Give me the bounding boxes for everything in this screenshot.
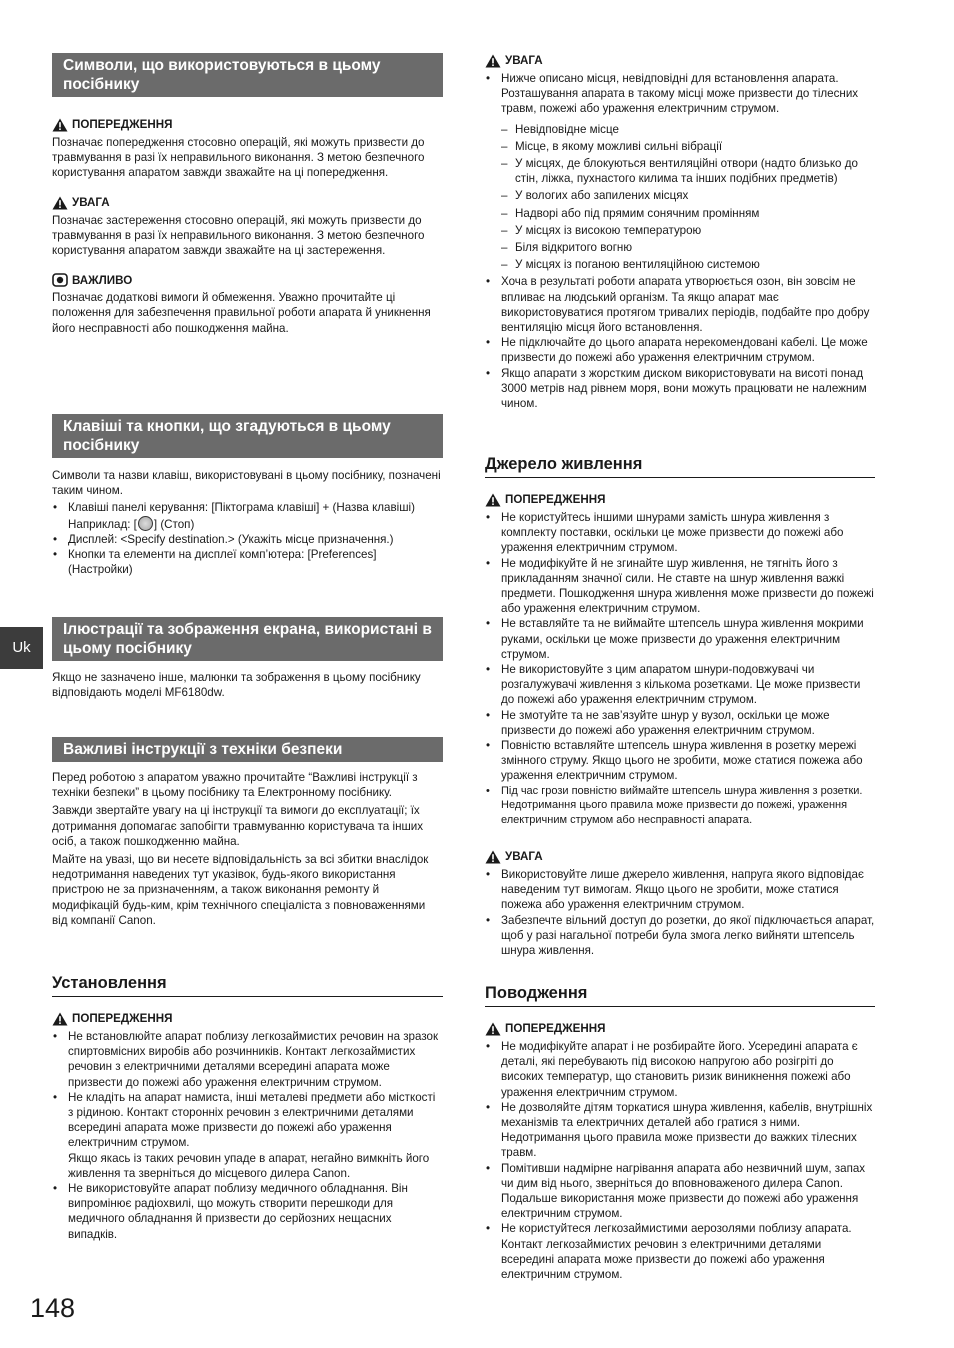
keys-list	[52, 500, 443, 577]
warning-triangle-icon	[485, 850, 501, 864]
list-item: • Не вставляйте та не виймайте штепсель шнура живлення мокрими руками, оскільки це може призвести до ураження електричним струмом.	[485, 616, 875, 662]
warning-signal	[52, 117, 443, 133]
power-warning-list	[485, 510, 875, 827]
list-item: • Під час грози повністю виймайте штепсель шнура живлення з розетки. Недотримання цього правила може призвести до пожежі, ураження електричним струмом або несправності апарата.	[485, 784, 875, 828]
list-item: • Використовуйте лише джерело живлення, напруга якого відповідає наведеним тут вимогам. Якщо цього не зробити, може статися пожежа або ураження електричним струмом.	[485, 867, 875, 913]
stop-key-icon	[138, 516, 153, 531]
warning-signal	[52, 1011, 443, 1027]
section-title: Символи, що використовуються в цьому посібнику	[52, 53, 443, 97]
warning-triangle-icon	[485, 1022, 501, 1036]
section-illustrations	[52, 617, 443, 661]
list-item: • Забезпечте вільний доступ до розетки, до якої підключається апарат, щоб у разі нагальної потреби була змога легко вийняти штепсель шнура живлення.	[485, 913, 875, 959]
list-item: • Кнопки та елементи на дисплеї комп’ютера: [Preferences] (Настройки)	[52, 547, 443, 577]
caution-label: УВАГА	[505, 850, 543, 864]
warning-triangle-icon	[485, 493, 501, 507]
list-item: – У вологих або запилених місцях	[485, 188, 875, 203]
unsuitable-places-list	[485, 122, 875, 273]
important-signal	[52, 272, 443, 288]
warning-signal	[485, 492, 875, 508]
list-item: – Місце, в якому можливі сильні вібрації	[485, 139, 875, 154]
list-item: • Якщо апарати з жорстким диском використовувати на висоті понад 3000 метрів над рівнем моря, вони можуть працювати не належним чином.	[485, 366, 875, 412]
handling-body	[485, 1021, 875, 1282]
safety-paragraph: Перед роботою з апаратом уважно прочитайте “Важливі інструкції з техніки безпеки” в цьому посібнику та Електронному посібнику.	[52, 771, 418, 800]
list-item: • Не використовуйте апарат поблизу медичного обладнання. Він випромінює радіохвилі, що можуть створити перешкоди для медичного обладнання й призвести до серйозних нещасних випадків.	[52, 1181, 443, 1242]
section-title: Важливі інструкції з техніки безпеки	[52, 737, 443, 762]
install-caution-list	[485, 71, 875, 117]
page-number: 148	[30, 1293, 76, 1323]
list-item: • Помітивши надмірне нагрівання апарата або незвичний шум, запах чи дим від нього, зверніться до вповноваженого дилера Canon. Подальше використання може призвести до пожежі або ураження електричним струмом.	[485, 1161, 875, 1222]
keys-body	[52, 468, 443, 577]
language-tab: Uk	[0, 627, 43, 669]
important-description: Позначає додаткові вимоги й обмеження. Уважно прочитайте ці положення для забезпечення правильної роботи апарата й уникнення його несправності або пошкодження майна.	[52, 291, 431, 335]
warning-triangle-icon	[52, 1012, 68, 1026]
list-item: • Не змотуйте та не зав’язуйте шнур у вузол, оскільки це може призвести до пожежі або ураження електричним струмом.	[485, 708, 875, 738]
list-item: • Не підключайте до цього апарата нерекомендовані кабелі. Це може призвести до пожежі або ураження електричним струмом.	[485, 335, 875, 365]
installation-body	[52, 1011, 443, 1242]
safety-paragraph: Завжди звертайте увагу на ці інструкції та вимоги до експлуатації; їх дотримання допомагає запобігти травмуванню користувача та інших осіб, а також пошкодженню майна.	[52, 804, 424, 848]
list-item: – У місцях із високою температурою	[485, 223, 875, 238]
power-caution	[485, 849, 875, 958]
caution-label: УВАГА	[72, 196, 110, 209]
list-item: • Не дозволяйте дітям торкатися шнура живлення, кабелів, внутрішніх механізмів та електричних деталей або гратися з ними. Недотримання цього правила може призвести до важких тілесних травм.	[485, 1100, 875, 1161]
warning-label: ПОПЕРЕДЖЕННЯ	[72, 1012, 173, 1026]
list-item: • Клавіші панелі керування: [Піктограма клавіші] + (Назва клавіші) Наприклад: [ ] (Стоп)	[52, 500, 443, 531]
section-installation	[52, 973, 443, 997]
keys-intro: Символи та назви клавіш, використовувані в цьому посібнику, позначені таким чином.	[52, 469, 441, 498]
section-title: Клавіші та кнопки, що згадуються в цьому посібнику	[52, 414, 443, 458]
list-item: • Не кладіть на апарат намиста, інші металеві предмети або місткості з рідиною. Контакт сторонніх речовин з електричними деталями всередині апарата може призвести до пожежі або ураження електричним струмом. Якщо якась із таких речовин упаде в апарат, негайно вимкніть його живлення та зверніться до місцевого дилера Canon.	[52, 1090, 443, 1181]
warning-triangle-icon	[52, 118, 68, 132]
list-item: • Не користуйтесь іншими шнурами замість шнура живлення з комплекту поставки, оскільки це може призвести до пожежі або ураження електричним струмом.	[485, 510, 875, 556]
caution-label: УВАГА	[505, 54, 543, 68]
warning-label: ПОПЕРЕДЖЕННЯ	[505, 1022, 606, 1036]
installation-warning-list	[52, 1029, 443, 1242]
symbols-body	[52, 117, 443, 336]
list-item: – Невідповідне місце	[485, 122, 875, 137]
list-item: • Повністю вставляйте штепсель шнура живлення в розетку мережі змінного струму. Якщо цього не зробити, може статися пожежа або ураження електричним струмом.	[485, 738, 875, 784]
warning-label: ПОПЕРЕДЖЕННЯ	[505, 493, 606, 507]
section-safety	[52, 737, 443, 762]
power-body	[485, 492, 875, 827]
warning-signal	[485, 1021, 875, 1037]
warning-triangle-icon	[485, 54, 501, 68]
caution-signal	[485, 849, 875, 865]
section-heading: Установлення	[52, 973, 443, 997]
section-power	[485, 454, 875, 478]
section-keys	[52, 414, 443, 458]
important-icon	[52, 272, 68, 288]
caution-signal	[485, 53, 875, 69]
section-handling	[485, 983, 875, 1007]
caution-description: Позначає застереження стосовно операцій, які можуть призвести до травмування в разі їх неправильного виконання. З метою безпечного користування апаратом завжди зважайте на ці застереження.	[52, 213, 425, 258]
list-item: – У місцях із поганою вентиляційною системою	[485, 257, 875, 272]
list-item: • Дисплей: <Specify destination.> (Укажіть місце призначення.)	[52, 532, 443, 547]
handling-warning-list	[485, 1039, 875, 1282]
warning-label: ПОПЕРЕДЖЕННЯ	[72, 118, 173, 132]
list-item: • Хоча в результаті роботи апарата утворюється озон, він зовсім не впливає на людський організм. Та якщо апарат має використовуватися протягом тривалих періодів, подбайте про добру вентиляцію місця його встановлення.	[485, 274, 875, 335]
list-item: – Біля відкритого вогню	[485, 240, 875, 255]
important-label: ВАЖЛИВО	[72, 273, 133, 287]
illustrations-body	[52, 670, 443, 700]
warning-description: Позначає попередження стосовно операцій, які можуть призвести до травмування в разі їх неправильного виконання. З метою безпечного користування апаратом завжди зважайте на ці попередження.	[52, 136, 425, 180]
list-item: • Не використовуйте з цим апаратом шнури-подовжувачі чи розгалужувачі живлення з кількома розетками. Це може призвести до пожежі або ураження електричним струмом.	[485, 662, 875, 708]
power-caution-list	[485, 867, 875, 958]
section-heading: Джерело живлення	[485, 454, 875, 478]
illustrations-text: Якщо не зазначено інше, малюнки та зображення в цьому посібнику відповідають моделі MF6180dw.	[52, 671, 421, 700]
safety-paragraph: Майте на увазі, що ви несете відповідальність за всі збитки внаслідок недотримання наведених тут указівок, будь-якого використання пристрою не за призначенням, а також виконання ремонту й модифікацій будь-ким, крім технічного спеціаліста з повноваженнями від компанії Canon.	[52, 853, 429, 927]
section-title: Ілюстрації та зображення екрана, використані в цьому посібнику	[52, 617, 443, 661]
caution-signal	[52, 195, 443, 211]
safety-body	[52, 770, 443, 928]
list-item: • Нижче описано місця, невідповідні для встановлення апарата. Розташування апарата в такому місці може призвести до тілесних травм, пожежі або ураження електричним струмом.	[485, 71, 875, 117]
list-item: – У місцях, де блокуються вентиляційні отвори (надто близько до стін, ліжка, пухнастого килима та інших подібних предметів)	[485, 156, 875, 186]
warning-triangle-icon	[52, 196, 68, 210]
list-item: – Надворі або під прямим сонячним промінням	[485, 206, 875, 221]
list-item: • Не модифікуйте й не згинайте шур живлення, не тягніть його з прикладанням значної сили. Не ставте на шнур живлення важкі предмети. Пошкодження шнура живлення може призвести до пожежі або ураження електричним струмом.	[485, 556, 875, 617]
install-caution	[485, 53, 875, 411]
section-symbols	[52, 53, 443, 97]
list-item: • Не модифікуйте апарат і не розбирайте його. Усередині апарата є деталі, які перебувають під високою напругою або розігріті до високих температур, що становить ризик виникнення пожежі або ураження електричним струмом.	[485, 1039, 875, 1100]
section-heading: Поводження	[485, 983, 875, 1007]
install-caution-list-cont	[485, 274, 875, 411]
list-item: • Не встановлюйте апарат поблизу легкозаймистих речовин на зразок спиртовмісних виробів або розчинників. Контакт легкозаймистих речовин з електричними деталями всередині апарата може призвести до пожежі або ураження електричним струмом.	[52, 1029, 443, 1090]
list-item: • Не користуйтеся легкозаймистими аерозолями поблизу апарата. Контакт легкозаймистих речовин з електричними деталями всередині апарата може призвести до пожежі або ураження електричним струмом.	[485, 1221, 875, 1282]
